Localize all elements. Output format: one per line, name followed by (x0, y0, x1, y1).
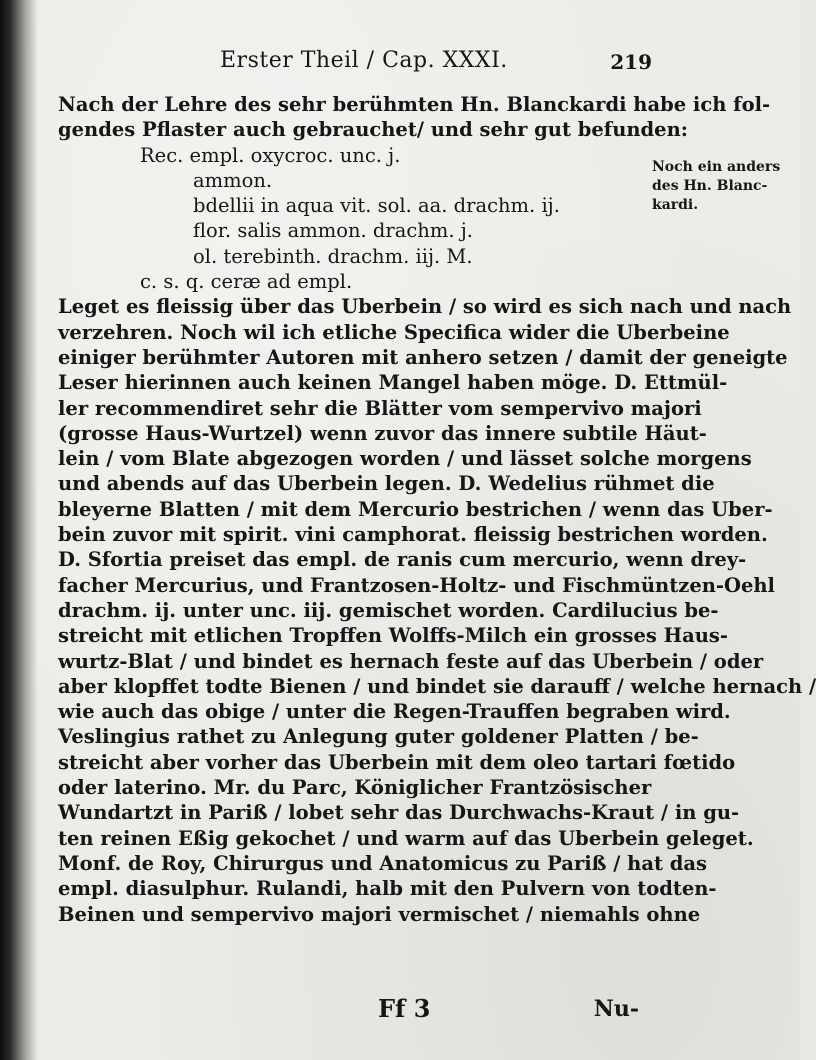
text-line: Leser hierinnen auch keinen Mangel haben möge. D. Ettmül- (58, 371, 728, 395)
binding-gutter-shadow (0, 0, 38, 1060)
text-line: wie auch das obige / unter die Regen-Trauffen begraben wird. (58, 700, 731, 724)
text-line: Veslingius rathet zu Anlegung guter goldener Platten / be- (58, 725, 699, 749)
text-line: aber klopffet todte Bienen / und bindet sie darauff / welche hernach / (58, 674, 816, 698)
page-header (190, 48, 660, 78)
page-number: 219 (610, 50, 652, 74)
margin-note-line: Noch ein anders (652, 159, 781, 175)
text-line: Beinen und sempervivo majori vermischet / niemahls ohne (58, 902, 701, 926)
text-line: empl. diasulphur. Rulandi, halb mit den Pulvern von todten- (58, 877, 717, 901)
text-line: verzehren. Noch wil ich etliche Specifica wider die Uberbeine (58, 320, 730, 344)
margin-note-line: des Hn. Blanc- (652, 178, 768, 194)
text-line: Wundartzt in Pariß / lobet sehr das Durchwachs-Kraut / in gu- (58, 801, 740, 825)
recipe-line: flor. salis ammon. drachm. j. (193, 219, 473, 243)
text-line: oder laterino. Mr. du Parc, Königlicher Frantzösischer (58, 776, 652, 800)
text-line: D. Sfortia preiset das empl. de ranis cum mercurio, wenn drey- (58, 548, 747, 572)
recipe-line: ammon. (193, 168, 273, 192)
text-line: bein zuvor mit spirit. vini camphorat. fleissig bestrichen worden. (58, 523, 768, 547)
text-line: facher Mercurius, und Frantzosen-Holtz- und Fischmüntzen-Oehl (58, 573, 775, 597)
text-line: lein / vom Blate abgezogen worden / und lässet solche morgens (58, 447, 752, 471)
text-line: gendes Pflaster auch gebrauchet/ und sehr gut befunden: (58, 118, 688, 142)
text-line: Monf. de Roy, Chirurgus und Anatomicus zu Pariß / hat das (58, 851, 707, 875)
text-line: und abends auf das Uberbein legen. D. Wedelius rühmet die (58, 472, 715, 496)
recipe-line: c. s. q. ceræ ad empl. (140, 270, 353, 294)
text-line: streicht aber vorher das Uberbein mit dem oleo tartari fœtido (58, 750, 736, 774)
text-line: wurtz-Blat / und bindet es hernach feste auf das Uberbein / oder (58, 649, 764, 673)
catchword: Nu- (593, 996, 639, 1022)
text-line: streicht mit etlichen Tropffen Wolffs-Milch ein grosses Haus- (58, 624, 728, 648)
running-head: Erster Theil / Cap. XXXI. (220, 48, 508, 73)
text-line: ten reinen Eßig gekochet / und warm auf das Uberbein geleget. (58, 826, 754, 850)
margin-note-line: kardi. (652, 197, 699, 213)
recipe-line: ol. terebinth. drachm. iij. M. (193, 244, 473, 268)
text-line: ler recommendiret sehr die Blätter vom sempervivo majori (58, 396, 702, 420)
recipe-line: Rec. empl. oxycroc. unc. j. (140, 143, 401, 167)
recipe-line: bdellii in aqua vit. sol. aa. drachm. ij. (193, 194, 560, 218)
text-line: Leget es fleissig über das Uberbein / so wird es sich nach und nach (58, 295, 792, 319)
text-line: (grosse Haus-Wurtzel) wenn zuvor das innere subtile Häut- (58, 421, 707, 445)
text-line: drachm. ij. unter unc. iij. gemischet worden. Cardilucius be- (58, 598, 719, 622)
signature-mark: Ff 3 (378, 994, 431, 1023)
text-line: Nach der Lehre des sehr berühmten Hn. Blanckardi habe ich fol- (58, 93, 771, 116)
margin-note (652, 158, 792, 215)
page-footer (58, 994, 643, 1028)
text-line: bleyerne Blatten / mit dem Mercurio bestrichen / wenn das Uber- (58, 497, 773, 521)
text-line: einiger berühmter Autoren mit anhero setzen / damit der geneigte (58, 345, 788, 369)
